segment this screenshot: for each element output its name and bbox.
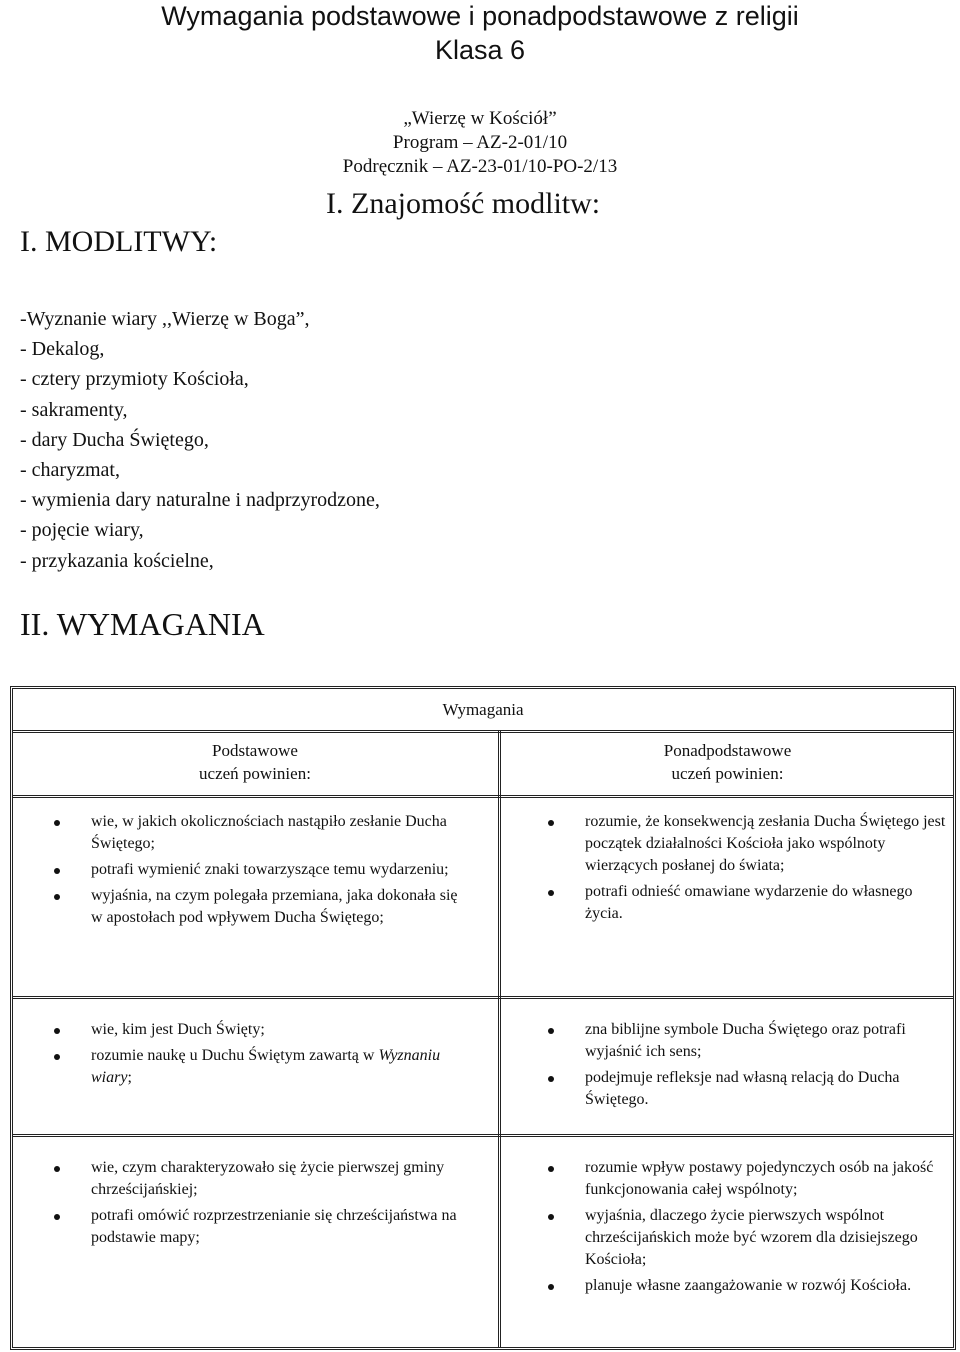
- list-item: - charyzmat,: [20, 459, 120, 482]
- requirement-text: wyjaśnia, dlaczego życie pierwszych wspólnot chrześcijańskich może być wzorem dla dzisiejszego Kościoła;: [585, 1207, 918, 1268]
- requirement-text: wyjaśnia, na czym polegała przemiana, jaka dokonała się w apostołach pod wpływem Ducha Świętego;: [91, 887, 458, 926]
- bullet-icon: [548, 890, 554, 896]
- list-item: [54, 1045, 464, 1089]
- punctuation: ;: [127, 1069, 132, 1086]
- list-item: - przykazania kościelne,: [20, 549, 214, 572]
- requirement-text: wie, czym charakteryzowało się życie pierwszej gminy chrześcijańskiej;: [91, 1159, 445, 1198]
- bullet-icon: [548, 1284, 554, 1290]
- basic-column-header: [12, 739, 498, 785]
- requirement-text: planuje własne zaangażowanie w rozwój Kościoła.: [585, 1277, 912, 1294]
- prayers-heading: I. MODLITWY:: [20, 225, 218, 258]
- bullet-icon: [54, 1028, 60, 1034]
- document-title: Wymagania podstawowe i ponadpodstawowe z religii: [161, 1, 799, 31]
- prayers-knowledge-heading: I. Znajomość modlitw:: [326, 187, 601, 220]
- creed-title: Wyznaniu wiary: [91, 1047, 441, 1086]
- bullet-icon: [548, 820, 554, 826]
- class-label: Klasa 6: [434, 35, 526, 65]
- list-item: - wymienia dary naturalne i nadprzyrodzone,: [20, 489, 380, 512]
- list-item: -Wyznanie wiary ,,Wierzę w Boga”,: [20, 308, 310, 330]
- table-header: Wymagania: [442, 700, 524, 719]
- requirements-table: [10, 686, 956, 1350]
- table-divider: [12, 1136, 954, 1137]
- bullet-icon: [548, 1028, 554, 1034]
- table-divider: [12, 1134, 954, 1135]
- row3-extended-cell: [548, 1157, 948, 1301]
- requirement-text: potrafi omówić rozprzestrzenianie się chrześcijaństwa na podstawie mapy;: [91, 1207, 457, 1246]
- textbook-number: Podręcznik – AZ-23-01/10-PO-2/13: [342, 156, 618, 177]
- table-divider: [12, 996, 954, 997]
- list-item: [54, 885, 464, 929]
- list-item: - dary Ducha Świętego,: [20, 428, 209, 451]
- bullet-icon: [548, 1076, 554, 1082]
- table-divider: [12, 795, 954, 796]
- bullet-icon: [54, 1054, 60, 1060]
- basic-column-title: Podstawowe: [212, 741, 298, 760]
- list-item: [548, 811, 948, 877]
- row1-extended-cell: [548, 811, 948, 929]
- list-item: [548, 1157, 948, 1201]
- list-item: [54, 1019, 464, 1041]
- requirement-text: wie, w jakich okolicznościach nastąpiło zesłanie Ducha Świętego;: [91, 813, 447, 852]
- row2-basic-cell: [54, 1019, 464, 1093]
- list-item: - cztery przymioty Kościoła,: [20, 368, 249, 391]
- requirement-text: rozumie, że konsekwencją zesłania Ducha Świętego jest początek działalności Kościoła jako wspólnoty wierzących posłanej do świata;: [585, 813, 946, 874]
- list-item: [54, 1157, 464, 1201]
- requirement-text: rozumie naukę u Duchu Świętym zawartą w: [91, 1047, 375, 1064]
- list-item: - Dekalog,: [20, 338, 105, 361]
- extended-column-header: [501, 739, 954, 785]
- list-item: [548, 1205, 948, 1271]
- bullet-icon: [54, 1214, 60, 1220]
- table-divider: [12, 732, 954, 733]
- prayers-list: [20, 304, 380, 576]
- requirement-text: podejmuje refleksje nad własną relacją do Ducha Świętego.: [585, 1069, 900, 1108]
- row2-extended-cell: [548, 1019, 948, 1115]
- bullet-icon: [54, 868, 60, 874]
- book-title: „Wierzę w Kościół”: [403, 108, 557, 129]
- requirement-text: zna biblijne symbole Ducha Świętego oraz potrafi wyjaśnić ich sens;: [585, 1021, 906, 1060]
- table-column-divider: [500, 730, 501, 1348]
- basic-column-subtitle: uczeń powinien:: [199, 764, 311, 783]
- list-item: - pojęcie wiary,: [20, 519, 144, 542]
- list-item: [548, 1019, 948, 1063]
- row1-basic-cell: [54, 811, 464, 933]
- table-divider: [12, 797, 954, 798]
- program-number: Program – AZ-2-01/10: [392, 132, 568, 153]
- list-item: [548, 1067, 948, 1111]
- bullet-icon: [54, 894, 60, 900]
- list-item: [54, 1205, 464, 1249]
- list-item: - sakramenty,: [20, 398, 128, 421]
- requirement-text: rozumie wpływ postawy pojedynczych osób na jakość funkcjonowania całej wspólnoty;: [585, 1159, 934, 1198]
- bullet-icon: [548, 1214, 554, 1220]
- table-column-divider: [498, 730, 499, 1348]
- bullet-icon: [54, 1166, 60, 1172]
- table-divider: [12, 730, 954, 731]
- bullet-icon: [548, 1166, 554, 1172]
- list-item: [54, 859, 464, 881]
- extended-column-title: Ponadpodstawowe: [663, 741, 792, 760]
- bullet-icon: [54, 820, 60, 826]
- requirement-text: wie, kim jest Duch Święty;: [91, 1021, 265, 1038]
- table-divider: [12, 998, 954, 999]
- requirement-text: potrafi odnieść omawiane wydarzenie do własnego życia.: [585, 883, 913, 922]
- row3-basic-cell: [54, 1157, 464, 1253]
- list-item: [548, 1275, 948, 1297]
- list-item: [548, 881, 948, 925]
- extended-column-subtitle: uczeń powinien:: [671, 764, 784, 783]
- requirement-text: potrafi wymienić znaki towarzyszące temu wydarzeniu;: [91, 861, 449, 878]
- list-item: [54, 811, 464, 855]
- requirements-heading: II. WYMAGANIA: [20, 606, 265, 642]
